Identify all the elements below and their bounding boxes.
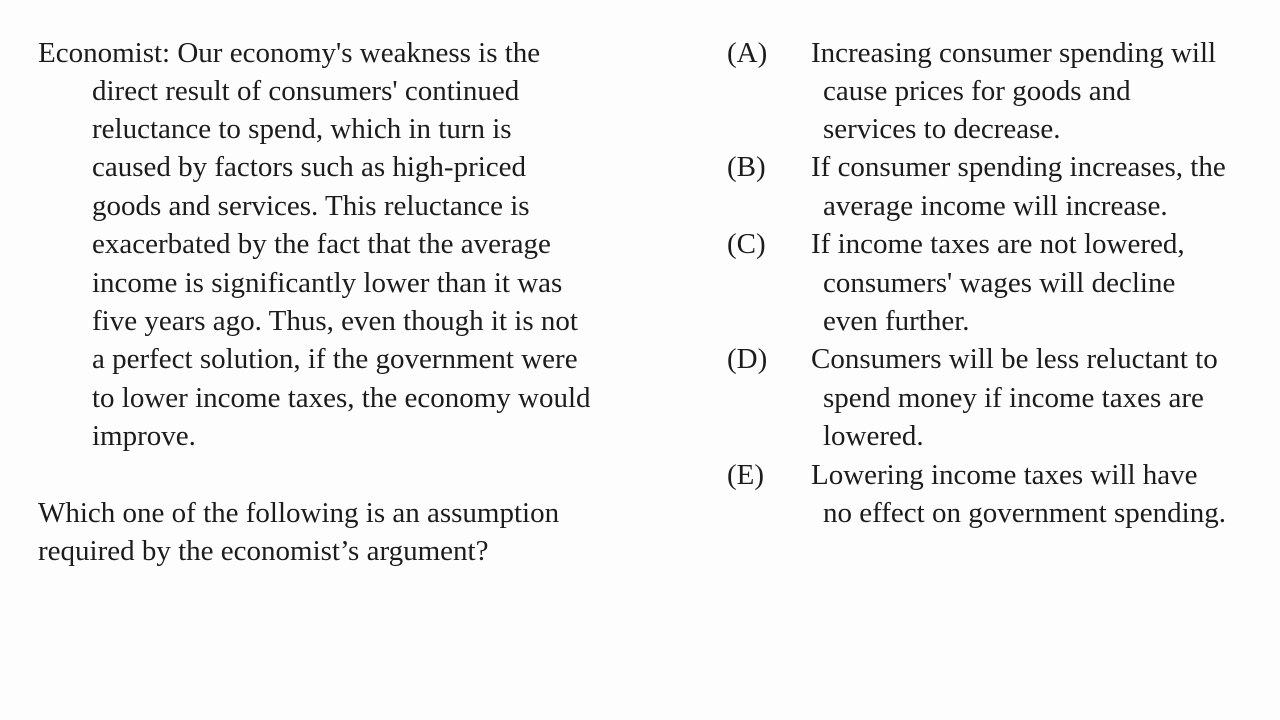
passage-line: Economist: Our economy's weakness is the [38,37,541,69]
passage-line: reluctance to spend, which in turn is [92,113,512,145]
question-line: Which one of the following is an assumption [38,497,560,529]
choice-text-line: spend money if income taxes are [823,382,1204,414]
choice-text-line: cause prices for goods and [823,75,1131,107]
choice-text-line: no effect on government spending. [823,497,1226,529]
choice-text-line: even further. [823,305,970,337]
passage-line: a perfect solution, if the government were [92,343,578,375]
passage-line: goods and services. This reluctance is [92,190,530,222]
choice-text-line: Consumers will be less reluctant to [811,343,1218,375]
passage-line: five years ago. Thus, even though it is not [92,305,578,337]
choice-letter: (A) [727,37,768,69]
choice-text-line: Lowering income taxes will have [811,459,1198,491]
question-line: required by the economist’s argument? [38,535,489,567]
passage-line: to lower income taxes, the economy would [92,382,591,414]
choice-letter: (E) [727,459,765,491]
choice-text-line: If income taxes are not lowered, [811,228,1185,260]
passage-line: improve. [92,420,196,452]
choice-text-line: If consumer spending increases, the [811,151,1226,183]
choice-text-line: lowered. [823,420,924,452]
passage-line: caused by factors such as high-priced [92,151,527,183]
passage-line: direct result of consumers' continued [92,75,520,107]
choice-text-line: average income will increase. [823,190,1168,222]
choice-text-line: consumers' wages will decline [823,267,1176,299]
choice-letter: (D) [727,343,768,375]
passage-line: exacerbated by the fact that the average [92,228,551,260]
choice-text-line: services to decrease. [823,113,1061,145]
choice-letter: (C) [727,228,766,260]
choice-letter: (B) [727,151,766,183]
choice-text-line: Increasing consumer spending will [811,37,1217,69]
passage-line: income is significantly lower than it was [92,267,563,299]
